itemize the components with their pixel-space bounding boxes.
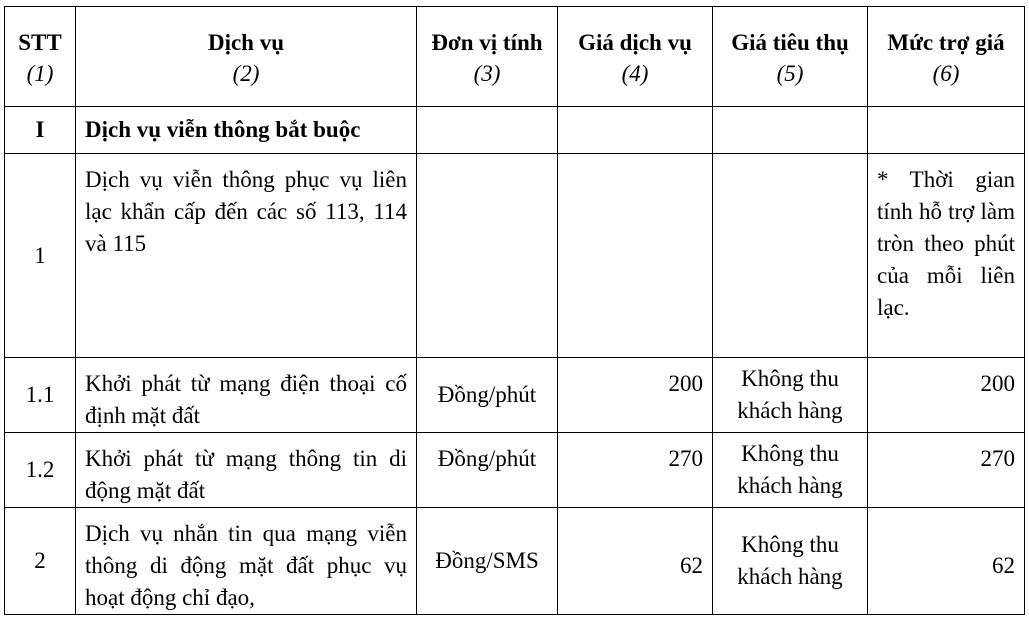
row-subsidy: 270 — [868, 433, 1025, 508]
section-stt: I — [5, 107, 76, 154]
header-service — [76, 7, 417, 107]
row-consumer-price: Không thu khách hàng — [713, 433, 868, 508]
header-consumer-price — [713, 7, 868, 107]
row-stt: 2 — [5, 508, 76, 615]
header-row — [5, 7, 1025, 107]
section-empty-cell — [417, 107, 558, 154]
header-price-number: (4) — [621, 61, 649, 86]
table-row — [5, 154, 1025, 358]
table-row — [5, 508, 1025, 615]
row-price: 270 — [558, 433, 713, 508]
row-stt: 1.2 — [5, 433, 76, 508]
row-subsidy: 62 — [868, 508, 1025, 615]
row-service-cell — [76, 508, 417, 615]
row-stt: 1 — [5, 154, 76, 358]
section-empty-cell — [868, 107, 1025, 154]
row-stt: 1.1 — [5, 358, 76, 433]
row-unit: Đồng/phút — [417, 358, 558, 433]
header-unit-label: Đơn vị tính — [431, 30, 543, 55]
table-row — [5, 358, 1025, 433]
section-empty-cell — [558, 107, 713, 154]
table-row — [5, 433, 1025, 508]
header-price-label: Giá dịch vụ — [578, 30, 692, 55]
header-subsidy-number: (6) — [932, 61, 960, 86]
section-title: Dịch vụ viễn thông bắt buộc — [76, 107, 417, 154]
row-service: Khởi phát từ mạng thông tin di động mặt đất — [76, 433, 417, 508]
row-subsidy: 200 — [868, 358, 1025, 433]
row-unit: Đồng/SMS — [417, 508, 558, 615]
row-unit: Đồng/phút — [417, 433, 558, 508]
header-unit — [417, 7, 558, 107]
header-service-number: (2) — [232, 61, 260, 86]
row-service: Dịch vụ nhắn tin qua mạng viễn thông di động mặt đất phục vụ hoạt động chỉ đạo, — [85, 521, 407, 610]
section-empty-cell — [713, 107, 868, 154]
header-subsidy — [868, 7, 1025, 107]
section-row — [5, 107, 1025, 154]
row-price: 62 — [558, 508, 713, 615]
header-stt — [5, 7, 76, 107]
header-consumer-price-label: Giá tiêu thụ — [731, 30, 849, 55]
subsidy-price-table — [4, 6, 1025, 615]
row-unit — [417, 154, 558, 358]
header-service-label: Dịch vụ — [207, 30, 285, 55]
row-price: 200 — [558, 358, 713, 433]
row-service: Dịch vụ viễn thông phục vụ liên lạc khẩn cấp đến các số 113, 114 và 115 — [76, 154, 417, 358]
header-price — [558, 7, 713, 107]
header-stt-number: (1) — [26, 61, 54, 86]
header-consumer-price-number: (5) — [776, 61, 804, 86]
row-consumer-price: Không thu khách hàng — [713, 508, 868, 615]
header-stt-label: STT — [18, 30, 62, 55]
row-consumer-price: Không thu khách hàng — [713, 358, 868, 433]
header-unit-number: (3) — [473, 61, 501, 86]
row-subsidy-note: * Thời gian tính hỗ trợ làm tròn theo phút của mỗi liên lạc. — [868, 154, 1025, 358]
header-subsidy-label: Mức trợ giá — [887, 30, 1005, 55]
row-service: Khởi phát từ mạng điện thoại cố định mặt đất — [76, 358, 417, 433]
row-price — [558, 154, 713, 358]
row-consumer-price — [713, 154, 868, 358]
